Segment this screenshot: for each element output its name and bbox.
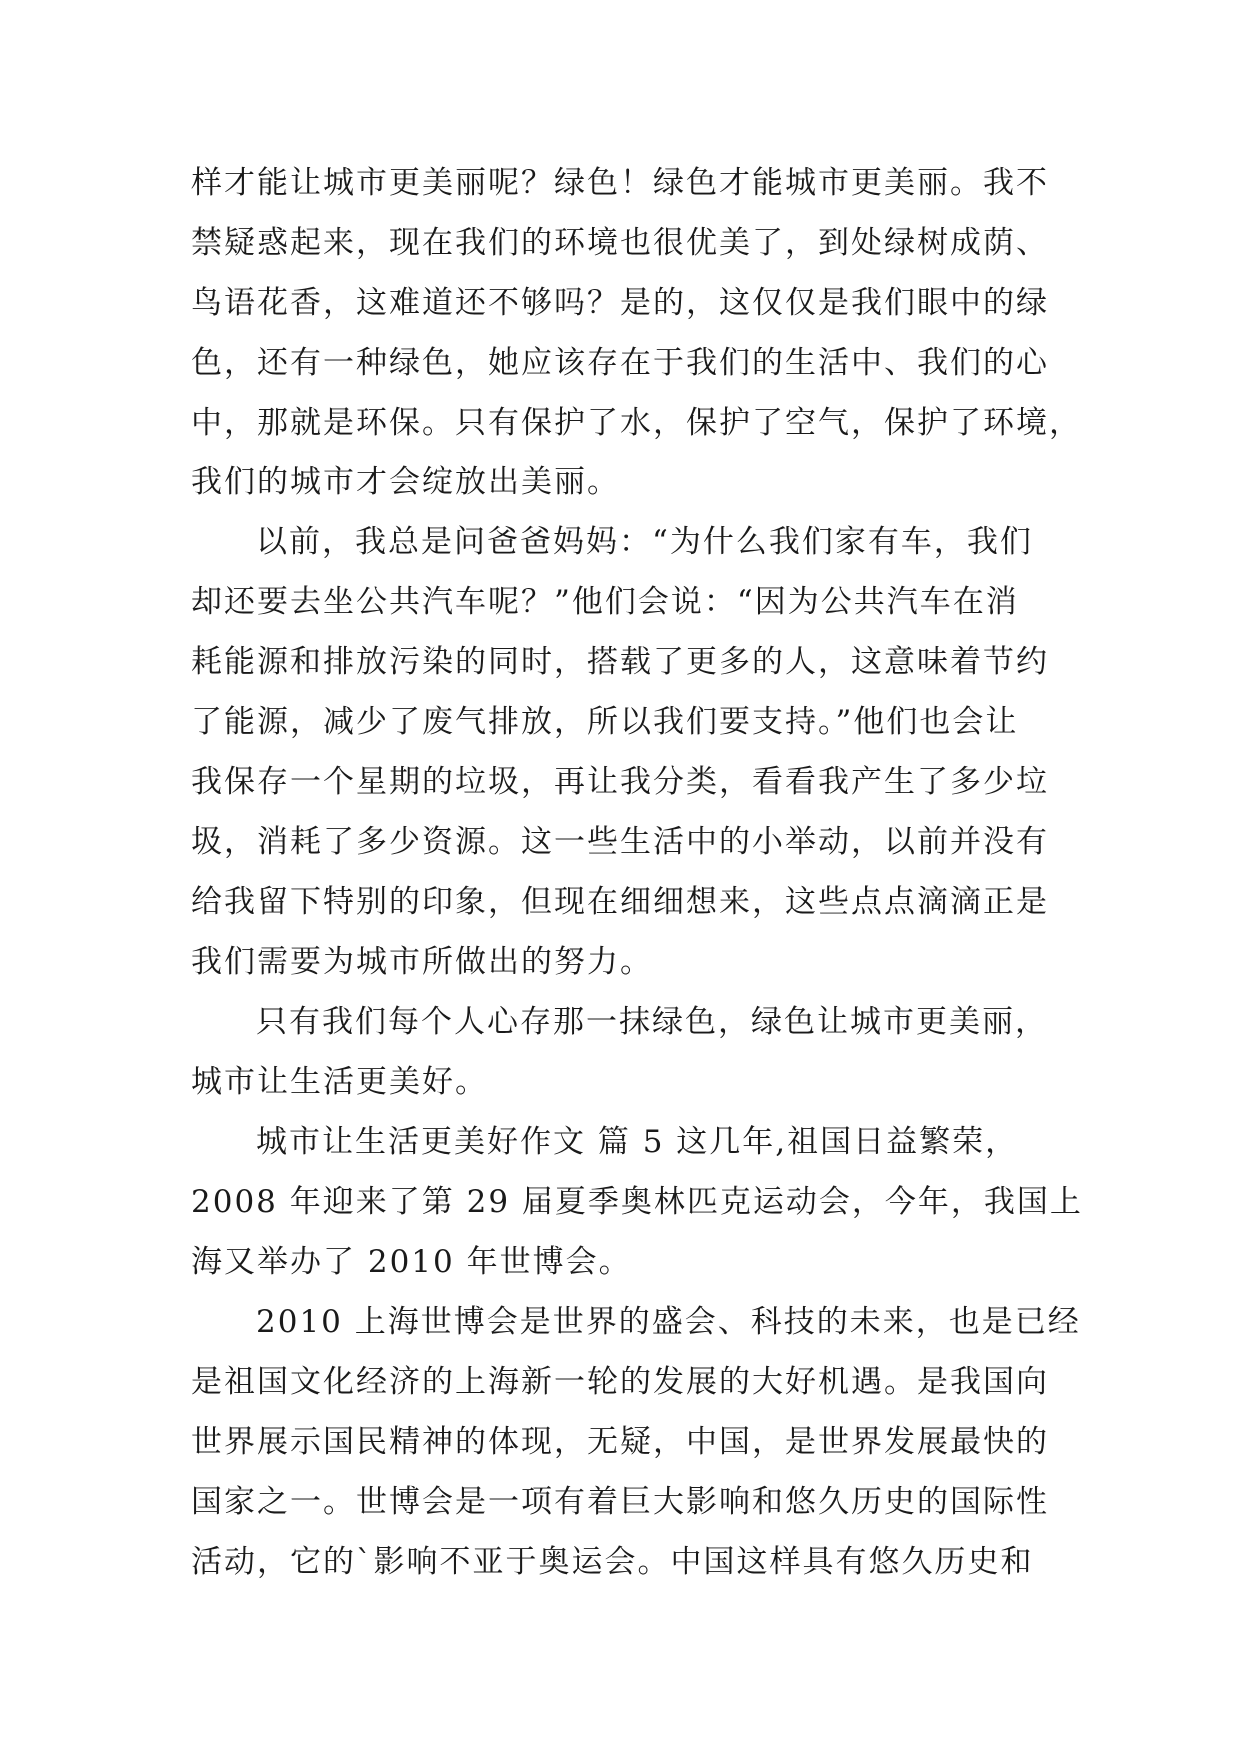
text-line: 鸟语花香，这难道还不够吗？是的，这仅仅是我们眼中的绿 xyxy=(191,285,1049,321)
section-heading-line: 城市让生活更美好作文 篇 5 这几年,祖国日益繁荣， xyxy=(256,1124,1019,1160)
text-line: 2008 年迎来了第 29 届夏季奥林匹克运动会，今年，我国上 xyxy=(191,1184,1083,1220)
paragraph-first-line: 以前，我总是问爸爸妈妈：“为什么我们家有车，我们 xyxy=(256,524,1033,560)
text-line: 禁疑惑起来，现在我们的环境也很优美了，到处绿树成荫、 xyxy=(191,225,1049,261)
text-line: 耗能源和排放污染的同时，搭载了更多的人，这意味着节约 xyxy=(191,644,1049,680)
text-line: 我保存一个星期的垃圾，再让我分类，看看我产生了多少垃 xyxy=(191,764,1049,800)
text-line: 圾，消耗了多少资源。这一些生活中的小举动，以前并没有 xyxy=(191,824,1049,860)
text-line: 中，那就是环保。只有保护了水，保护了空气，保护了环境， xyxy=(191,405,1082,441)
text-line: 城市让生活更美好。 xyxy=(191,1064,488,1100)
text-line: 我们需要为城市所做出的努力。 xyxy=(191,944,653,980)
paragraph-first-line: 2010 上海世博会是世界的盛会、科技的未来，也是已经 xyxy=(256,1304,1081,1340)
text-line: 世界展示国民精神的体现，无疑，中国，是世界发展最快的 xyxy=(191,1424,1049,1460)
text-line: 活动，它的`影响不亚于奥运会。中国这样具有悠久历史和 xyxy=(191,1544,1034,1580)
text-line: 国家之一。世博会是一项有着巨大影响和悠久历史的国际性 xyxy=(191,1484,1049,1520)
text-line: 却还要去坐公共汽车呢？”他们会说：“因为公共汽车在消 xyxy=(191,584,1019,620)
paragraph-first-line: 只有我们每个人心存那一抹绿色，绿色让城市更美丽， xyxy=(256,1004,1048,1040)
text-line: 样才能让城市更美丽呢？绿色！绿色才能城市更美丽。我不 xyxy=(191,165,1049,201)
text-line: 给我留下特别的印象，但现在细细想来，这些点点滴滴正是 xyxy=(191,884,1049,920)
text-line: 我们的城市才会绽放出美丽。 xyxy=(191,464,620,500)
text-line: 海又举办了 2010 年世博会。 xyxy=(191,1244,632,1280)
text-line: 色，还有一种绿色，她应该存在于我们的生活中、我们的心 xyxy=(191,345,1049,381)
text-line: 是祖国文化经济的上海新一轮的发展的大好机遇。是我国向 xyxy=(191,1364,1049,1400)
text-line: 了能源，减少了废气排放，所以我们要支持。”他们也会让 xyxy=(191,704,1019,740)
